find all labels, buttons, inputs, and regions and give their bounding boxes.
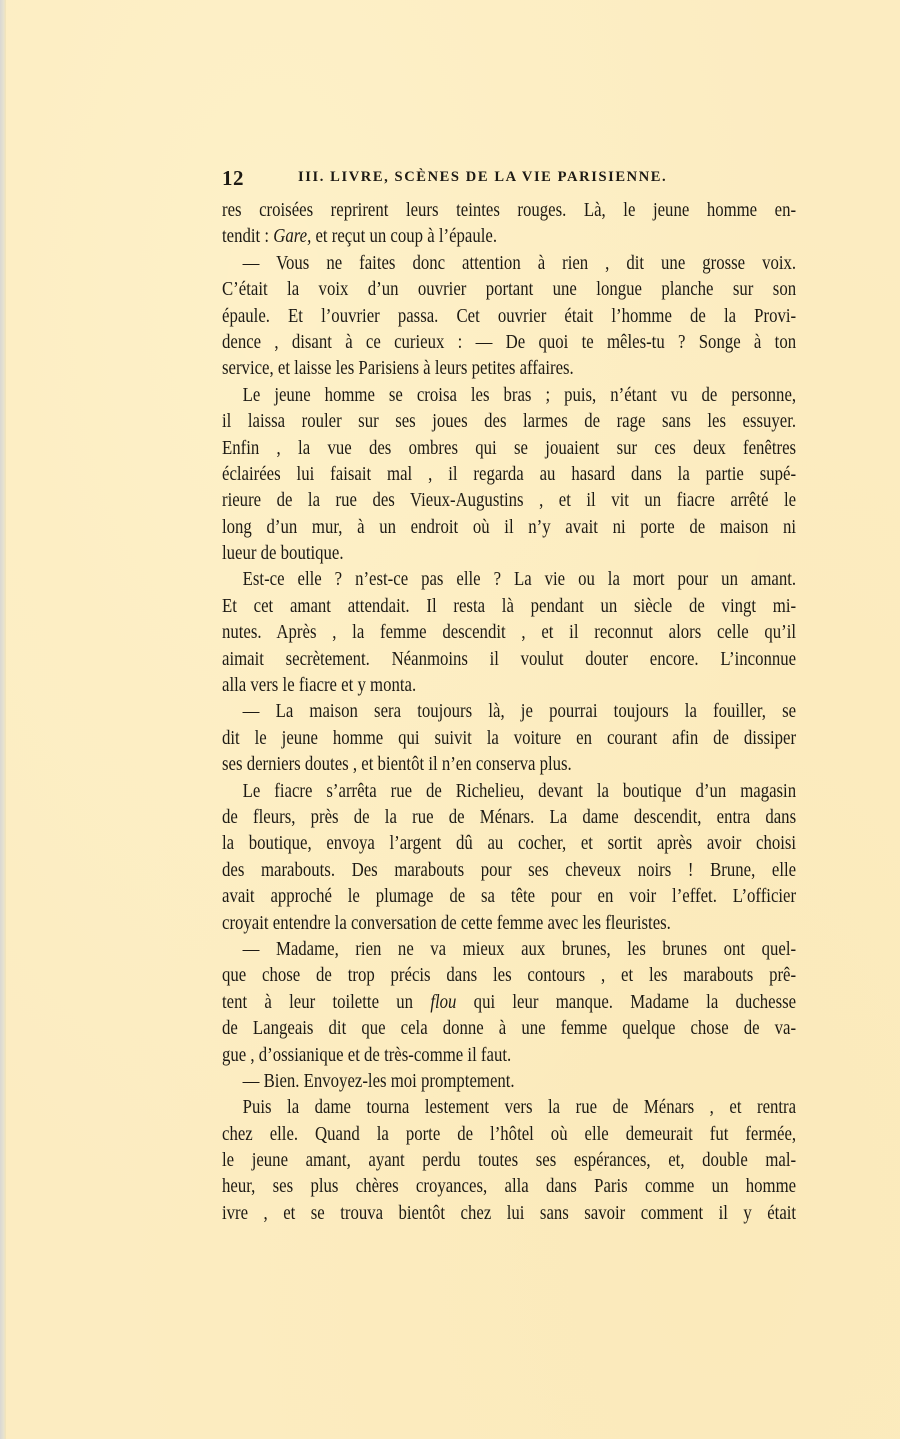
text-line: nutes. Après , la femme descendit , et il reconnut alors celle qu’il xyxy=(222,622,797,644)
text-line: alla vers le fiacre et y monta. xyxy=(222,675,417,697)
italic-text: Gare, xyxy=(273,226,312,248)
text-line: rieure de la rue des Vieux-Augustins , et il vit un fiacre arrêté le xyxy=(222,490,797,512)
text-line: croyait entendre la conversation de cette femme avec les fleuristes. xyxy=(222,912,671,934)
text-line: Est-ce elle ? n’est-ce pas elle ? La vie ou la mort pour un amant. xyxy=(242,569,797,591)
text-line: C’était la voix d’un ouvrier portant une longue planche sur son xyxy=(222,279,797,301)
text-line: Le jeune homme se croisa les bras ; puis, n’étant vu de personne, xyxy=(242,384,797,406)
text-line: lueur de boutique. xyxy=(222,543,344,565)
text-line xyxy=(222,990,796,1016)
text-line: de Langeais dit que cela donne à une femme quelque chose de va- xyxy=(222,1018,797,1040)
text-line: que chose de trop précis dans les contours , et les marabouts prê- xyxy=(222,965,797,987)
text-line: chez elle. Quand la porte de l’hôtel où elle demeurait fut fermée, xyxy=(222,1123,797,1145)
text-line: dit le jeune homme qui suivit la voiture en courant afin de dissiper xyxy=(222,727,797,749)
text-line: — La maison sera toujours là, je pourrai toujours la fouiller, se xyxy=(242,701,797,723)
text-line: le jeune amant, ayant perdu toutes ses espérances, et, double mal- xyxy=(222,1150,797,1172)
text-line: Et cet amant attendait. Il resta là pendant un siècle de vingt mi- xyxy=(222,595,797,617)
text-line: avait approché le plumage de sa tête pour en voir l’effet. L’officier xyxy=(222,886,797,908)
text-line xyxy=(222,224,796,250)
text-line: il laissa rouler sur ses joues des larmes de rage sans les essuyer. xyxy=(222,411,797,433)
text-line: de fleurs, près de la rue de Ménars. La dame descendit, entra dans xyxy=(222,806,797,828)
text-line: — Bien. Envoyez-les moi promptement. xyxy=(242,1070,515,1092)
text-line: aimait secrètement. Néanmoins il voulut douter encore. L’inconnue xyxy=(222,648,797,670)
text-line: épaule. Et l’ouvrier passa. Cet ouvrier était l’homme de la Provi- xyxy=(222,305,797,327)
text-line: Puis la dame tourna lestement vers la rue de Ménars , et rentra xyxy=(242,1097,797,1119)
text-line: dence , disant à ce curieux : — De quoi te mêles-tu ? Songe à ton xyxy=(222,331,797,353)
text-line: ivre , et se trouva bientôt chez lui sans savoir comment il y était xyxy=(222,1202,797,1224)
text-line: Le fiacre s’arrêta rue de Richelieu, devant la boutique d’un magasin xyxy=(242,780,797,802)
running-head xyxy=(222,164,796,194)
text-line: heur, ses plus chères croyances, alla dans Paris comme un homme xyxy=(222,1176,797,1198)
text-line: gue , d’ossianique et de très-comme il faut. xyxy=(222,1044,512,1066)
text-line: Enfin , la vue des ombres qui se jouaient sur ces deux fenêtres xyxy=(222,437,797,459)
text-line: service, et laisse les Parisiens à leurs petites affaires. xyxy=(222,358,574,380)
text-run: et reçut un coup à l’épaule. xyxy=(311,226,498,248)
italic-text: flou xyxy=(430,991,457,1013)
book-page xyxy=(222,164,796,1227)
text-line: — Vous ne faites donc attention à rien , dit une grosse voix. xyxy=(242,252,797,274)
text-line: des marabouts. Des marabouts pour ses cheveux noirs ! Brune, elle xyxy=(222,859,797,881)
text-line: — Madame, rien ne va mieux aux brunes, les brunes ont quel- xyxy=(242,938,797,960)
text-run: qui leur manque. Madame la duchesse xyxy=(456,991,797,1013)
text-line: res croisées reprirent leurs teintes rouges. Là, le jeune homme en- xyxy=(222,200,797,221)
text-line: la boutique, envoya l’argent dû au cocher, et sortit après avoir choisi xyxy=(222,833,797,855)
body-text xyxy=(222,198,796,1227)
text-run: tent à leur toilette un xyxy=(222,991,431,1013)
text-line: éclairées lui faisait mal , il regarda au hasard dans la partie supé- xyxy=(222,463,797,485)
text-run: tendit : xyxy=(222,226,274,248)
text-line: long d’un mur, à un endroit où il n’y avait ni porte de maison ni xyxy=(222,516,797,538)
text-line: ses derniers doutes , et bientôt il n’en conserva plus. xyxy=(222,754,572,776)
page-number: 12 xyxy=(222,166,244,190)
running-head-title: III. LIVRE, SCÈNES DE LA VIE PARISIENNE. xyxy=(298,169,668,185)
